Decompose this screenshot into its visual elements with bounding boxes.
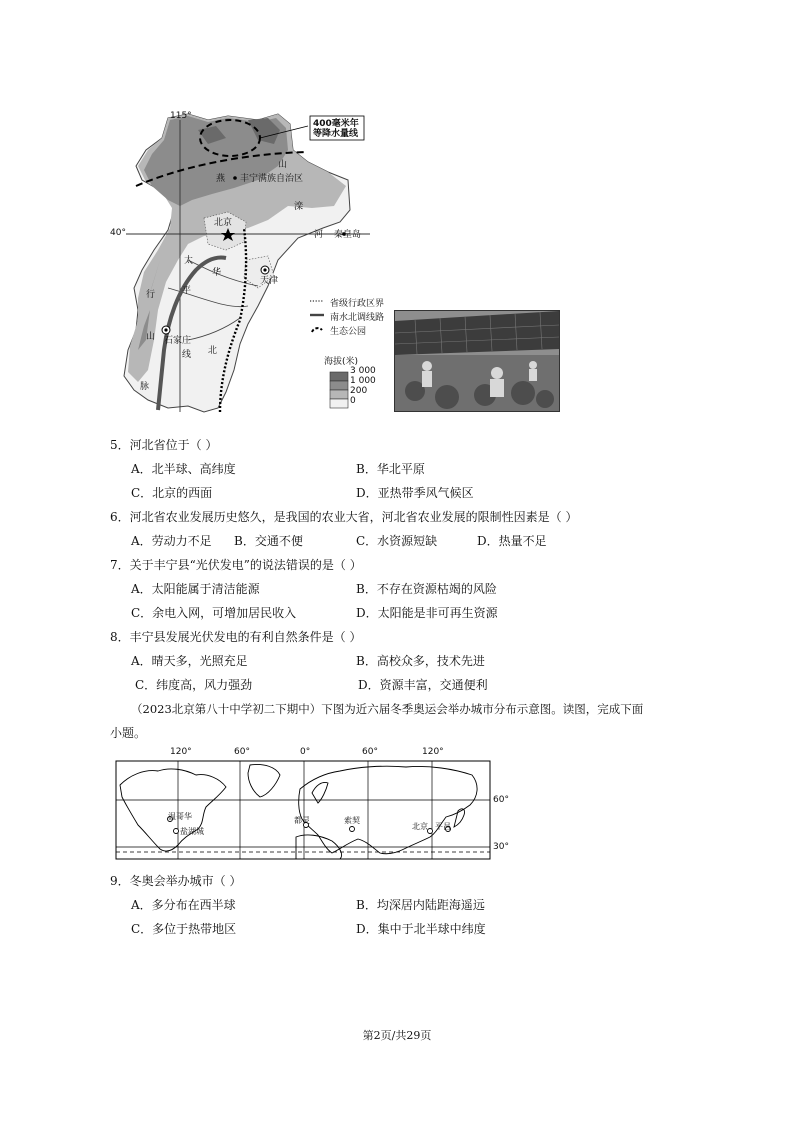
city-sochi: 索契 <box>344 816 360 825</box>
legend-water-route: 南水北调线路 <box>330 313 385 323</box>
legend-elev-3000: 3 000 <box>350 366 376 376</box>
legend-eco-park: 生态公园 <box>330 327 367 337</box>
legend-province-border: 省级行政区界 <box>330 299 385 309</box>
q5-option-d[interactable]: D．亚热带季风气候区 <box>356 486 474 500</box>
question-9-stem: 9．冬奥会举办城市（ ） <box>110 874 242 888</box>
bei-label: 北 <box>208 346 218 356</box>
taihang-shan-label: 山 <box>146 332 156 342</box>
question-6-stem: 6．河北省农业发展历史悠久，是我国的农业大省，河北省农业发展的限制性因素是（ ） <box>110 510 578 524</box>
q9-option-c[interactable]: C．多位于热带地区 <box>131 922 237 936</box>
tianjin-label: 天津 <box>260 276 279 286</box>
q9-option-b[interactable]: B．均深居内陆距海遥远 <box>356 898 485 912</box>
q9-option-a[interactable]: A．多分布在西半球 <box>131 898 236 912</box>
hang-label: 行 <box>146 290 156 300</box>
q7-option-c[interactable]: C．余电入网，可增加居民收入 <box>131 606 297 620</box>
lat-40-label: 40° <box>110 228 126 238</box>
shijiazhuang-label: 石家庄 <box>164 336 192 346</box>
q7-option-a[interactable]: A．太阳能属于清洁能源 <box>131 582 260 596</box>
he-label: 河 <box>314 230 324 240</box>
q8-option-d[interactable]: D．资源丰富，交通便利 <box>358 678 488 692</box>
lat-60-label: 60° <box>493 795 509 805</box>
shan-label: 山 <box>278 160 288 170</box>
q6-option-c[interactable]: C．水资源短缺 <box>356 534 438 548</box>
city-vancouver: 温哥华 <box>168 812 192 821</box>
tick-120w: 120° <box>170 747 192 757</box>
solar-farm-photo <box>394 310 560 412</box>
luan-label: 滦 <box>294 202 304 212</box>
q5-option-b[interactable]: B．华北平原 <box>356 462 425 476</box>
legend-elev-200: 200 <box>350 386 368 396</box>
legend-elevation-title: 海拔(米) <box>324 357 359 367</box>
fengning-label: 丰宁满族自治区 <box>240 174 304 184</box>
lat-30-label: 30° <box>493 842 509 852</box>
page-footer: 第2页/共29页 <box>362 1029 432 1042</box>
tick-60w: 60° <box>234 747 250 757</box>
legend-elev-0: 0 <box>350 396 356 406</box>
isohyet-label-line2: 等降水量线 <box>313 129 359 139</box>
q7-option-b[interactable]: B．不存在资源枯竭的风险 <box>356 582 497 596</box>
city-beijing: 北京 <box>412 822 428 831</box>
question-5-stem: 5．河北省位于（ ） <box>110 438 218 452</box>
winter-olympics-world-map <box>100 745 520 865</box>
q5-option-c[interactable]: C．北京的西面 <box>131 486 213 500</box>
q9-option-d[interactable]: D．集中于北半球中纬度 <box>356 922 486 936</box>
xian-label: 线 <box>182 350 192 360</box>
city-pyeongchang: 平昌 <box>435 822 451 831</box>
q6-option-a[interactable]: A．劳动力不足 <box>131 534 212 548</box>
tick-120e: 120° <box>422 747 444 757</box>
question-7-stem: 7．关于丰宁县“光伏发电”的说法错误的是（ ） <box>110 558 362 572</box>
tick-0: 0° <box>300 747 311 757</box>
q6-option-d[interactable]: D．热量不足 <box>477 534 547 548</box>
tick-60e: 60° <box>362 747 378 757</box>
city-saltlake: 盐湖城 <box>180 827 204 836</box>
legend-elev-1000: 1 000 <box>350 376 376 386</box>
q5-option-a[interactable]: A．北半球、高纬度 <box>131 462 236 476</box>
lon-115-label: 115° <box>170 111 192 121</box>
intro-line-2: 小题。 <box>110 726 147 740</box>
q6-option-b[interactable]: B．交通不便 <box>234 534 303 548</box>
yan-label: 燕 <box>216 174 226 184</box>
q8-option-a[interactable]: A．晴天多，光照充足 <box>131 654 248 668</box>
intro-line-1: （2023北京第八十中学初二下期中）下图为近六届冬季奥运会举办城市分布示意图。读图，完成下面 <box>131 702 644 716</box>
ping-label: 平 <box>182 286 192 296</box>
qinhuangdao-label: 秦皇岛 <box>334 230 362 240</box>
city-turin: 都灵 <box>294 816 310 825</box>
q8-option-c[interactable]: C．纬度高，风力强劲 <box>135 678 253 692</box>
q8-option-b[interactable]: B．高校众多，技术先进 <box>356 654 485 668</box>
hua-label: 华 <box>212 268 222 278</box>
hebei-map-figure <box>108 110 560 420</box>
mai-label: 脉 <box>140 382 150 392</box>
world-map-graphic <box>100 745 520 865</box>
tai-label: 太 <box>184 256 194 266</box>
question-8-stem: 8．丰宁县发展光伏发电的有利自然条件是（ ） <box>110 630 362 644</box>
beijing-label: 北京 <box>214 218 233 228</box>
q7-option-d[interactable]: D．太阳能是非可再生资源 <box>356 606 498 620</box>
isohyet-label-line1: 400毫米年 <box>313 119 359 129</box>
